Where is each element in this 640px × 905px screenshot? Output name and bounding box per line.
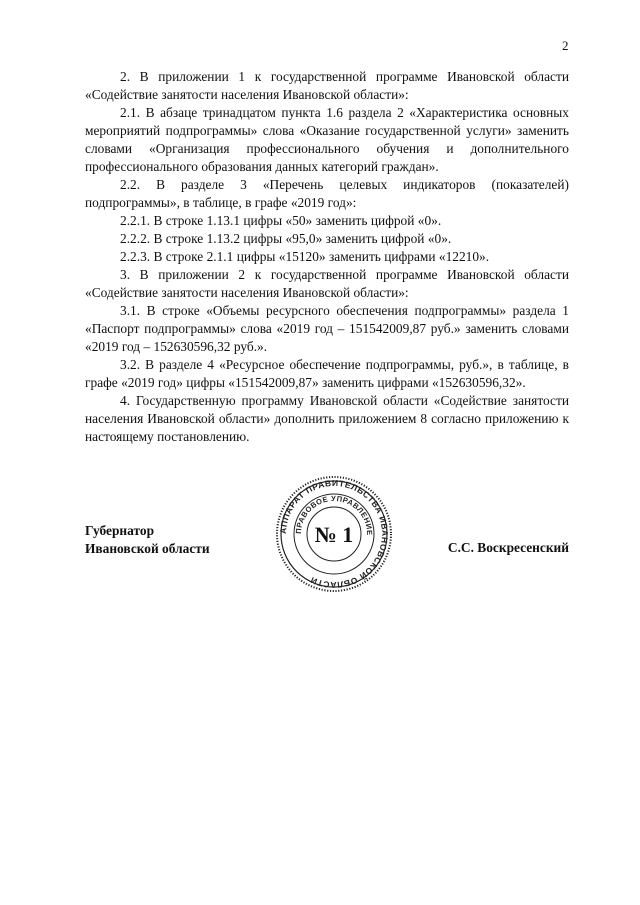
paragraph-3: 3. В приложении 2 к государственной программе Ивановской области «Содействие занятости населения Ивановской области»: [85, 267, 569, 300]
paragraph-2-2-2: 2.2.2. В строке 1.13.2 цифры «95,0» заменить цифрой «0». [120, 231, 452, 246]
paragraph-2: 2. В приложении 1 к государственной программе Ивановской области «Содействие занятости населения Ивановской области»: [85, 69, 569, 102]
stamp-number: № 1 [314, 522, 354, 547]
paragraph-2-2-1: 2.2.1. В строке 1.13.1 цифры «50» заменить цифрой «0». [120, 213, 442, 228]
signer-title-line2: Ивановской области [85, 541, 210, 556]
document-body [85, 68, 569, 446]
official-stamp [274, 474, 394, 594]
stamp-ring-textpath: АППАРАТ ПРАВИТЕЛЬСТВА ИВАНОВСКОЙ ОБЛАСТИ [277, 477, 391, 591]
paragraph-3-2: 3.2. В разделе 4 «Ресурсное обеспечение подпрограммы, руб.», в таблице, в графе «2019 год» цифры «151542009,87» заменить цифрами «152630596,32». [85, 357, 569, 390]
paragraph-2-1: 2.1. В абзаце тринадцатом пункта 1.6 раздела 2 «Характеристика основных мероприятий подпрограммы» слова «Оказание государственной услуги» заменить словами «Организация профессионального обучения и дополнительного профессионального образования данных категорий граждан». [85, 105, 569, 174]
signer-name: С.С. Воскресенский [447, 540, 569, 555]
paragraph-4: 4. Государственную программу Ивановской области «Содействие занятости населения Ивановской области» дополнить приложением 8 согласно приложению к настоящему постановлению. [85, 393, 569, 444]
page-number: 2 [562, 38, 569, 53]
signer-title [85, 522, 210, 558]
stamp-inner-textpath: ПРАВОВОЕ УПРАВЛЕНИЕ [293, 493, 375, 536]
paragraph-3-1: 3.1. В строке «Объемы ресурсного обеспечения подпрограммы» раздела 1 «Паспорт подпрограммы» слова «2019 год – 151542009,87 руб.» заменить словами «2019 год – 152630596,32 руб.». [85, 303, 569, 354]
paragraph-2-2-3: 2.2.3. В строке 2.1.1 цифры «15120» заменить цифрами «12210». [120, 249, 490, 264]
paragraph-2-2: 2.2. В разделе 3 «Перечень целевых индикаторов (показателей) подпрограммы», в таблице, в графе «2019 год»: [85, 177, 569, 210]
signer-title-line1: Губернатор [85, 523, 155, 538]
